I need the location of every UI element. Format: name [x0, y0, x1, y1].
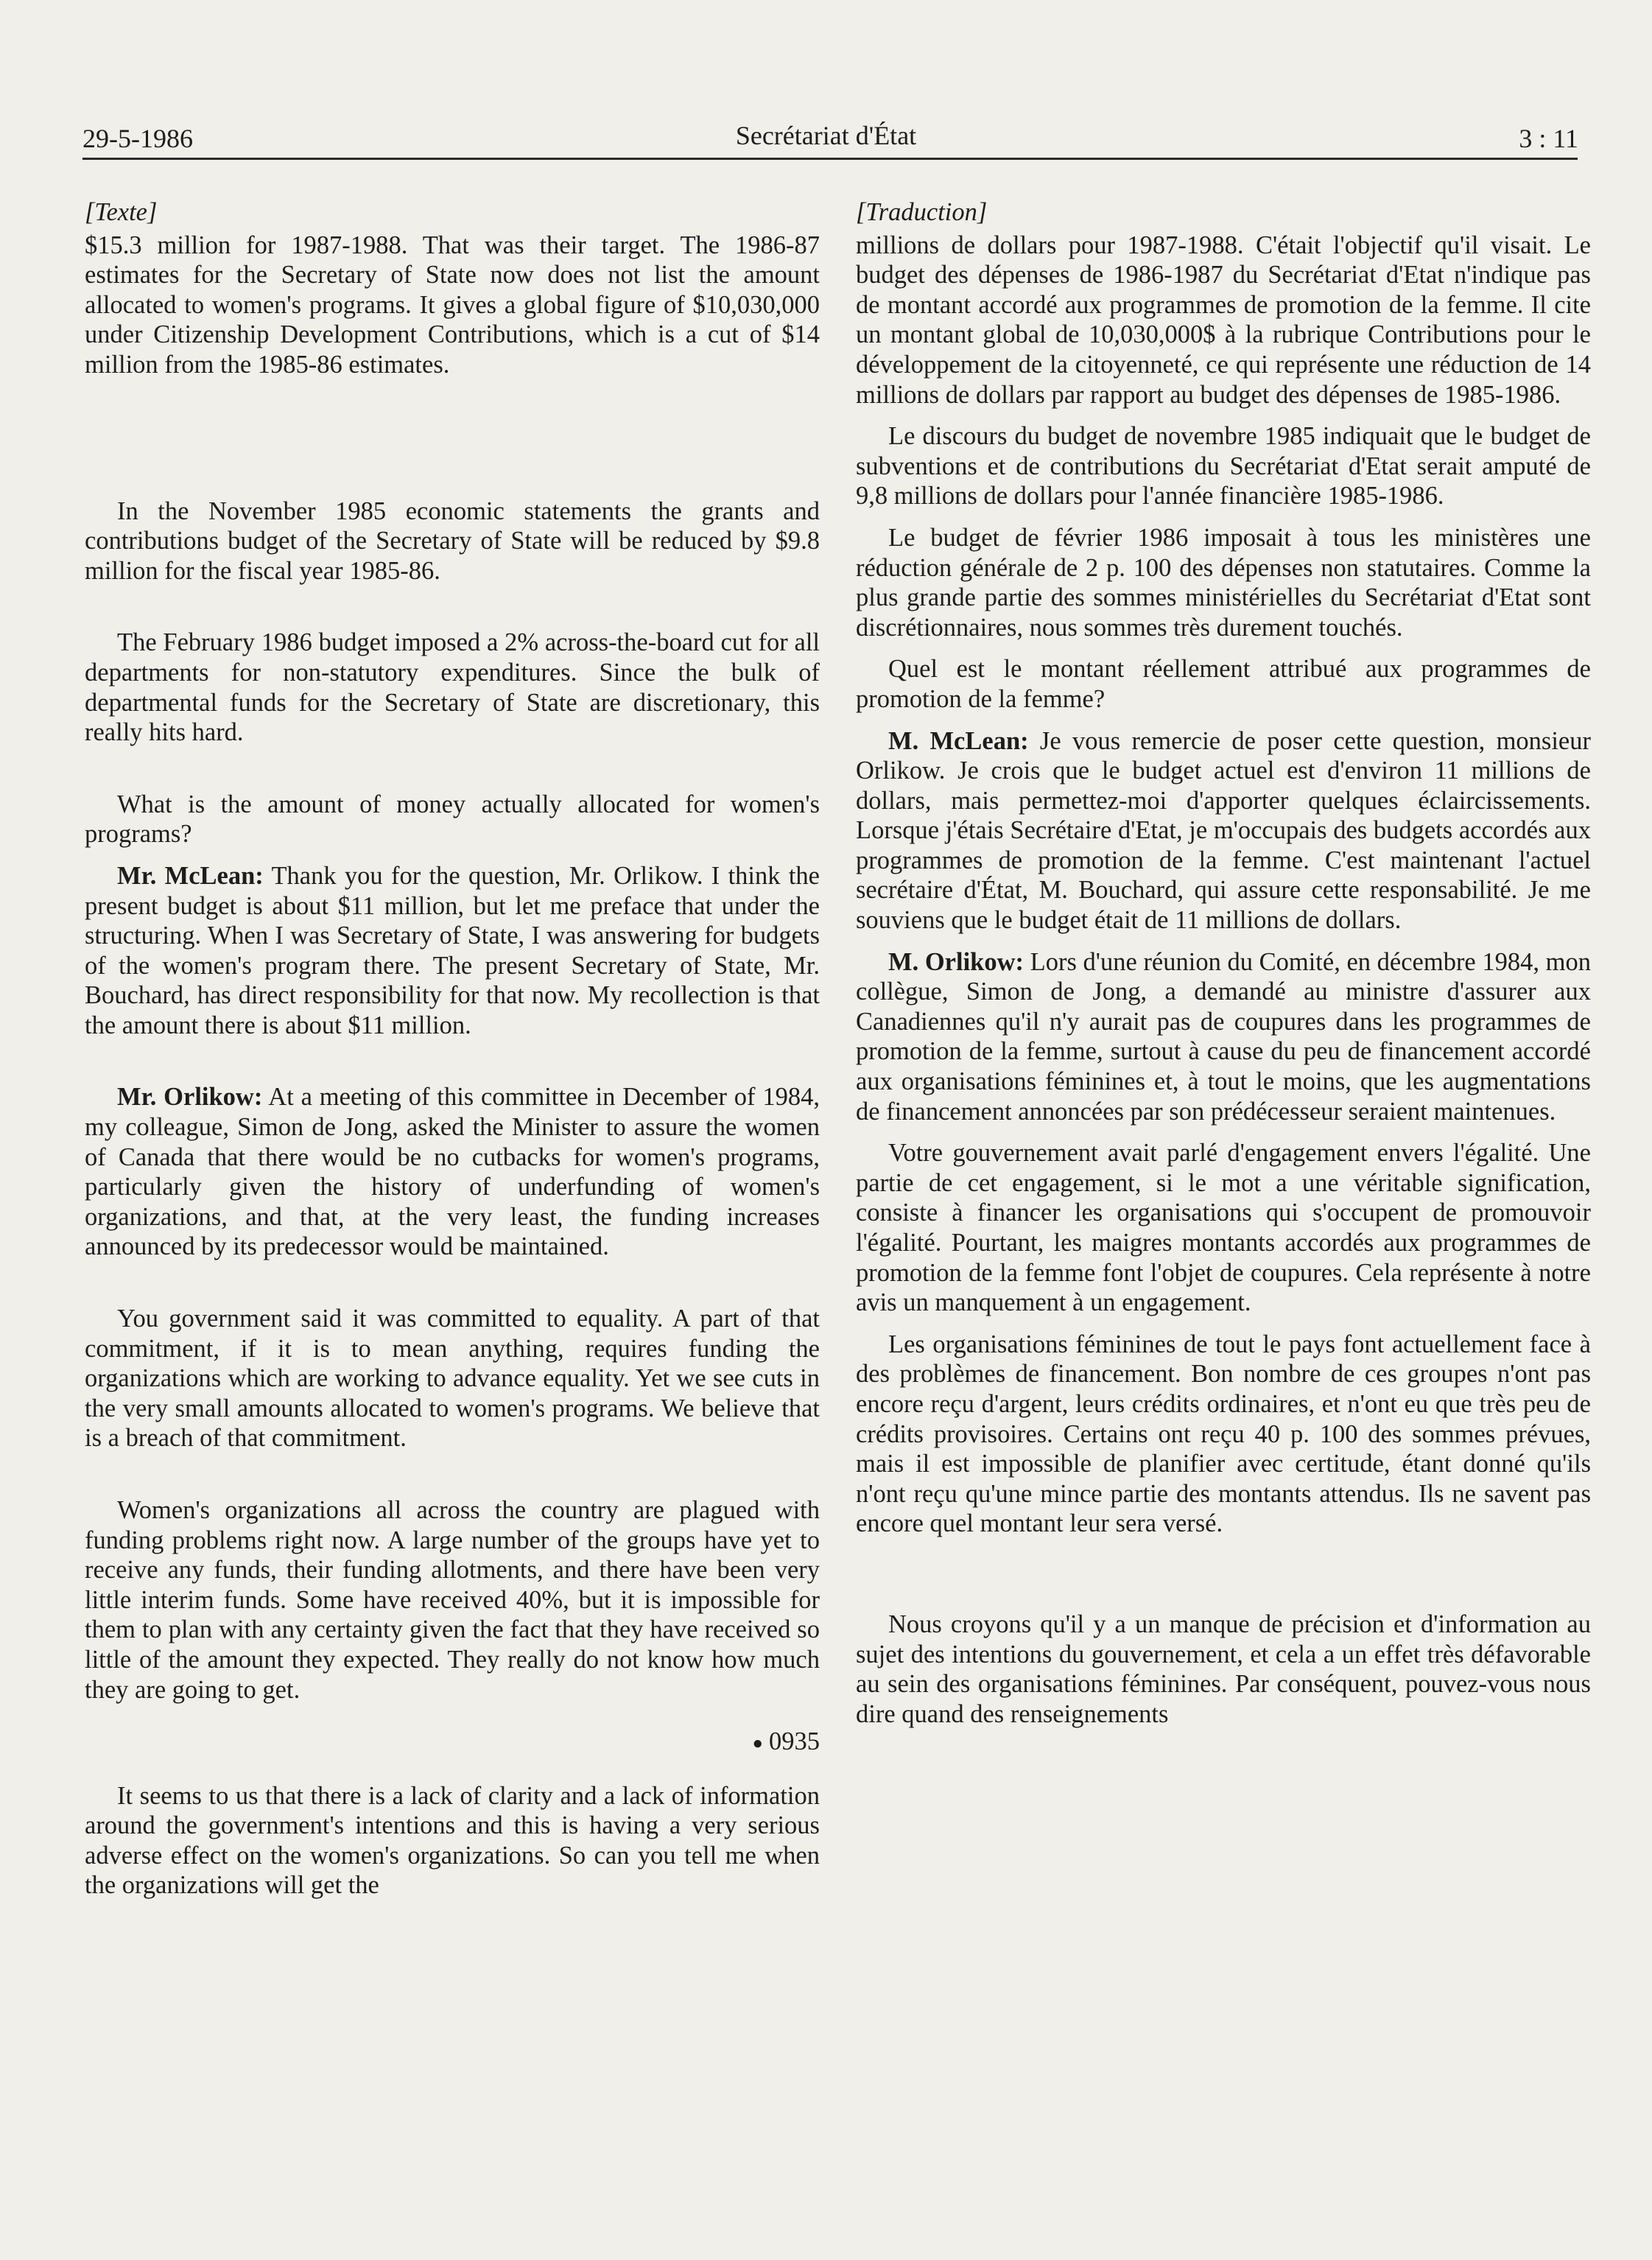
header-rule [82, 158, 1578, 160]
left-paragraph-8: Women's organizations all across the country are plagued with funding problems right now. A large number of the groups have yet to receive any funds, their funding allotments, and there have been very little interim funds. Some have received 40%, but it is impossible for them to plan with any certainty given the fact that they have received so little of the amount they expected. They really do not know how much they are going to get. [85, 1496, 820, 1704]
texte-tag: [Texte] [85, 198, 158, 226]
left-paragraph-3: The February 1986 budget imposed a 2% across-the-board cut for all departments for non-statutory expenditures. Since the bulk of departmental funds for the Secretary of State are discretionary, this really hits hard. [85, 628, 820, 747]
left-paragraph-5 [85, 861, 820, 1041]
left-paragraph-4: What is the amount of money actually allocated for women's programs? [85, 790, 820, 849]
left-paragraph-6 [85, 1082, 820, 1262]
header-page-number: 3 : 11 [1519, 124, 1578, 153]
left-paragraph-5-text: Thank you for the question, Mr. Orlikow. I think the present budget is about $11 million, but let me preface that under the structuring. When I was Secretary of State, I was answering for budgets of the women's program there. The present Secretary of State, Mr. Bouchard, has direct responsibility for that now. My recollection is that the amount there is about $11 million. [85, 861, 820, 1039]
right-column [856, 197, 1591, 1729]
right-paragraph-5-text: Je vous remercie de poser cette question, monsieur Orlikow. Je crois que le budget actuel est d'environ 11 millions de dollars, mais permettez-moi d'apporter quelques éclaircissements. Lorsque j'étais Secrétaire d'Etat, je m'occupais des budgets accordés aux programmes de promotion de la femme. C'est maintenant l'actuel secrétaire d'État, M. Bouchard, qui assure cette responsabilité. Je me souviens que le budget était de 11 millions de dollars. [856, 726, 1591, 935]
time-marker-text: 0935 [769, 1727, 820, 1756]
speaker-mclean: Mr. McLean: [117, 861, 264, 890]
bullet-icon: ● [752, 1733, 763, 1753]
left-paragraph-9: It seems to us that there is a lack of clarity and a lack of information around the government's intentions and this is having a very serious adverse effect on the women's organizations. So can you tell me when the organizations will get the [85, 1781, 820, 1900]
right-paragraph-5 [856, 726, 1591, 936]
left-paragraph-6-text: At a meeting of this committee in December of 1984, my colleague, Simon de Jong, asked the Minister to assure the women of Canada that there would be no cutbacks for women's programs, particularly given the history of underfunding of women's organizations, and that, at the very least, the funding increases announced by its predecessor would be maintained. [85, 1083, 820, 1261]
left-paragraph-2: In the November 1985 economic statements the grants and contributions budget of the Secretary of State will be reduced by $9.8 million for the fiscal year 1985-86. [85, 496, 820, 585]
right-paragraph-6-text: Lors d'une réunion du Comité, en décembre 1984, mon collègue, Simon de Jong, a demandé au ministre d'assurer aux Canadiennes qu'il n'y aurait pas de coupures dans les programmes de promotion de la femme, surtout à cause du peu de financement accordé aux organisations féminines et, à tout le moins, que les augmentations de financement annoncées par son prédécesseur seraient maintenues. [856, 947, 1591, 1126]
right-paragraph-6 [856, 947, 1591, 1127]
right-paragraph-4: Quel est le montant réellement attribué aux programmes de promotion de la femme? [856, 655, 1591, 713]
right-paragraph-3: Le budget de février 1986 imposait à tous les ministères une réduction générale de 2 p. 100 des dépenses non statutaires. Comme la plus grande partie des sommes ministérielles du Secrétariat d'Etat sont discrétionnaires, nous sommes très durement touchés. [856, 523, 1591, 642]
right-paragraph-1: millions de dollars pour 1987-1988. C'était l'objectif qu'il visait. Le budget des dépenses de 1986-1987 du Secrétariat d'Etat n'indique pas de montant accordé aux programmes de promotion de la femme. Il cite un montant global de 10,030,000$ à la rubrique Contributions pour le développement de la citoyenneté, ce qui représente une réduction de 14 millions de dollars par rapport au budget des dépenses de 1985-1986. [856, 231, 1591, 409]
right-paragraph-9: Nous croyons qu'il y a un manque de précision et d'information au sujet des intentions du gouvernement, et cela a un effet très défavorable au sein des organisations féminines. Par conséquent, pouvez-vous nous dire quand des renseignements [856, 1610, 1591, 1728]
right-paragraph-7: Votre gouvernement avait parlé d'engagement envers l'égalité. Une partie de cet engagement, si le mot a une véritable signification, consiste à financer les organisations qui s'occupent de promouvoir l'égalité. Pourtant, les maigres montants accordés aux programmes de promotion de la femme font l'objet de coupures. Cela représente à notre avis un manquement à un engagement. [856, 1139, 1591, 1317]
left-column [85, 197, 820, 1901]
left-paragraph-1: $15.3 million for 1987-1988. That was their target. The 1986-87 estimates for the Secretary of State now does not list the amount allocated to women's programs. It gives a global figure of $10,030,000 under Citizenship Development Contributions, which is a cut of $14 million from the 1985-86 estimates. [85, 231, 820, 379]
speaker-mclean-fr: M. McLean: [888, 726, 1029, 755]
header-title: Secrétariat d'État [735, 121, 917, 150]
left-paragraph-7: You government said it was committed to equality. A part of that commitment, if it is to mean anything, requires funding the organizations which are working to advance equality. Yet we see cuts in the very small amounts allocated to women's programs. We believe that is a breach of that commitment. [85, 1305, 820, 1453]
traduction-tag: [Traduction] [856, 198, 988, 226]
speaker-orlikow: Mr. Orlikow: [117, 1083, 263, 1112]
right-paragraph-2: Le discours du budget de novembre 1985 indiquait que le budget de subventions et de contributions du Secrétariat d'Etat serait amputé de 9,8 millions de dollars pour l'année financière 1985-1986. [856, 422, 1591, 510]
right-paragraph-8: Les organisations féminines de tout le pays font actuellement face à des problèmes de financement. Bon nombre de ces groupes n'ont pas encore reçu d'argent, leurs crédits ordinaires, et n'ont eu que très peu de crédits provisoires. Certains ont reçu 40 p. 100 des sommes prévues, mais il est impossible de planifier avec certitude, étant donné qu'ils n'ont reçu qu'une mince partie des montants attendus. Ils ne savent pas encore quel montant leur sera versé. [856, 1330, 1591, 1538]
time-marker [85, 1727, 820, 1758]
header-date: 29-5-1986 [82, 124, 193, 153]
speaker-orlikow-fr: M. Orlikow: [888, 947, 1024, 976]
